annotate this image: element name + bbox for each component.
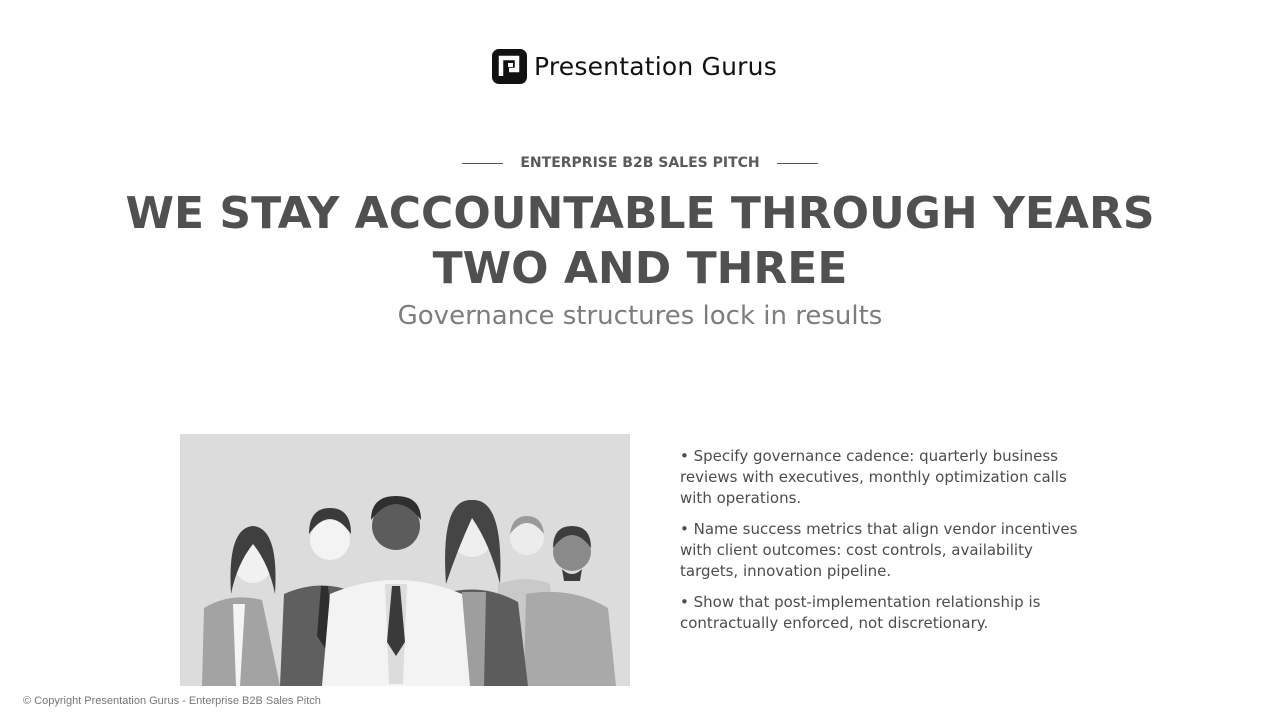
bullet-item: • Show that post-implementation relationship is contractually enforced, not discretionary. — [680, 593, 1041, 632]
bullet-list — [680, 446, 1080, 644]
slide-subtitle: Governance structures lock in results — [397, 301, 883, 331]
business-team-illustration — [180, 434, 630, 686]
eyebrow-rule-right — [777, 163, 818, 164]
eyebrow-text: ENTERPRISE B2B SALES PITCH — [520, 155, 760, 171]
slide-title: WE STAY ACCOUNTABLE THROUGH YEARS TWO AND THREE — [125, 188, 1155, 294]
copyright-footer: © Copyright Presentation Gurus - Enterprise B2B Sales Pitch — [23, 695, 321, 707]
brand-logo — [492, 48, 777, 84]
team-photo — [180, 434, 630, 686]
brand-logo-icon — [492, 49, 527, 84]
bullet-item: • Specify governance cadence: quarterly business reviews with executives, monthly optimization calls with operations. — [680, 447, 1067, 507]
brand-name: Presentation Gurus — [534, 51, 777, 81]
eyebrow — [0, 152, 1280, 174]
eyebrow-rule-left — [462, 163, 503, 164]
bullet-item: • Name success metrics that align vendor incentives with client outcomes: cost controls, availability targets, innovation pipeline. — [680, 520, 1078, 580]
